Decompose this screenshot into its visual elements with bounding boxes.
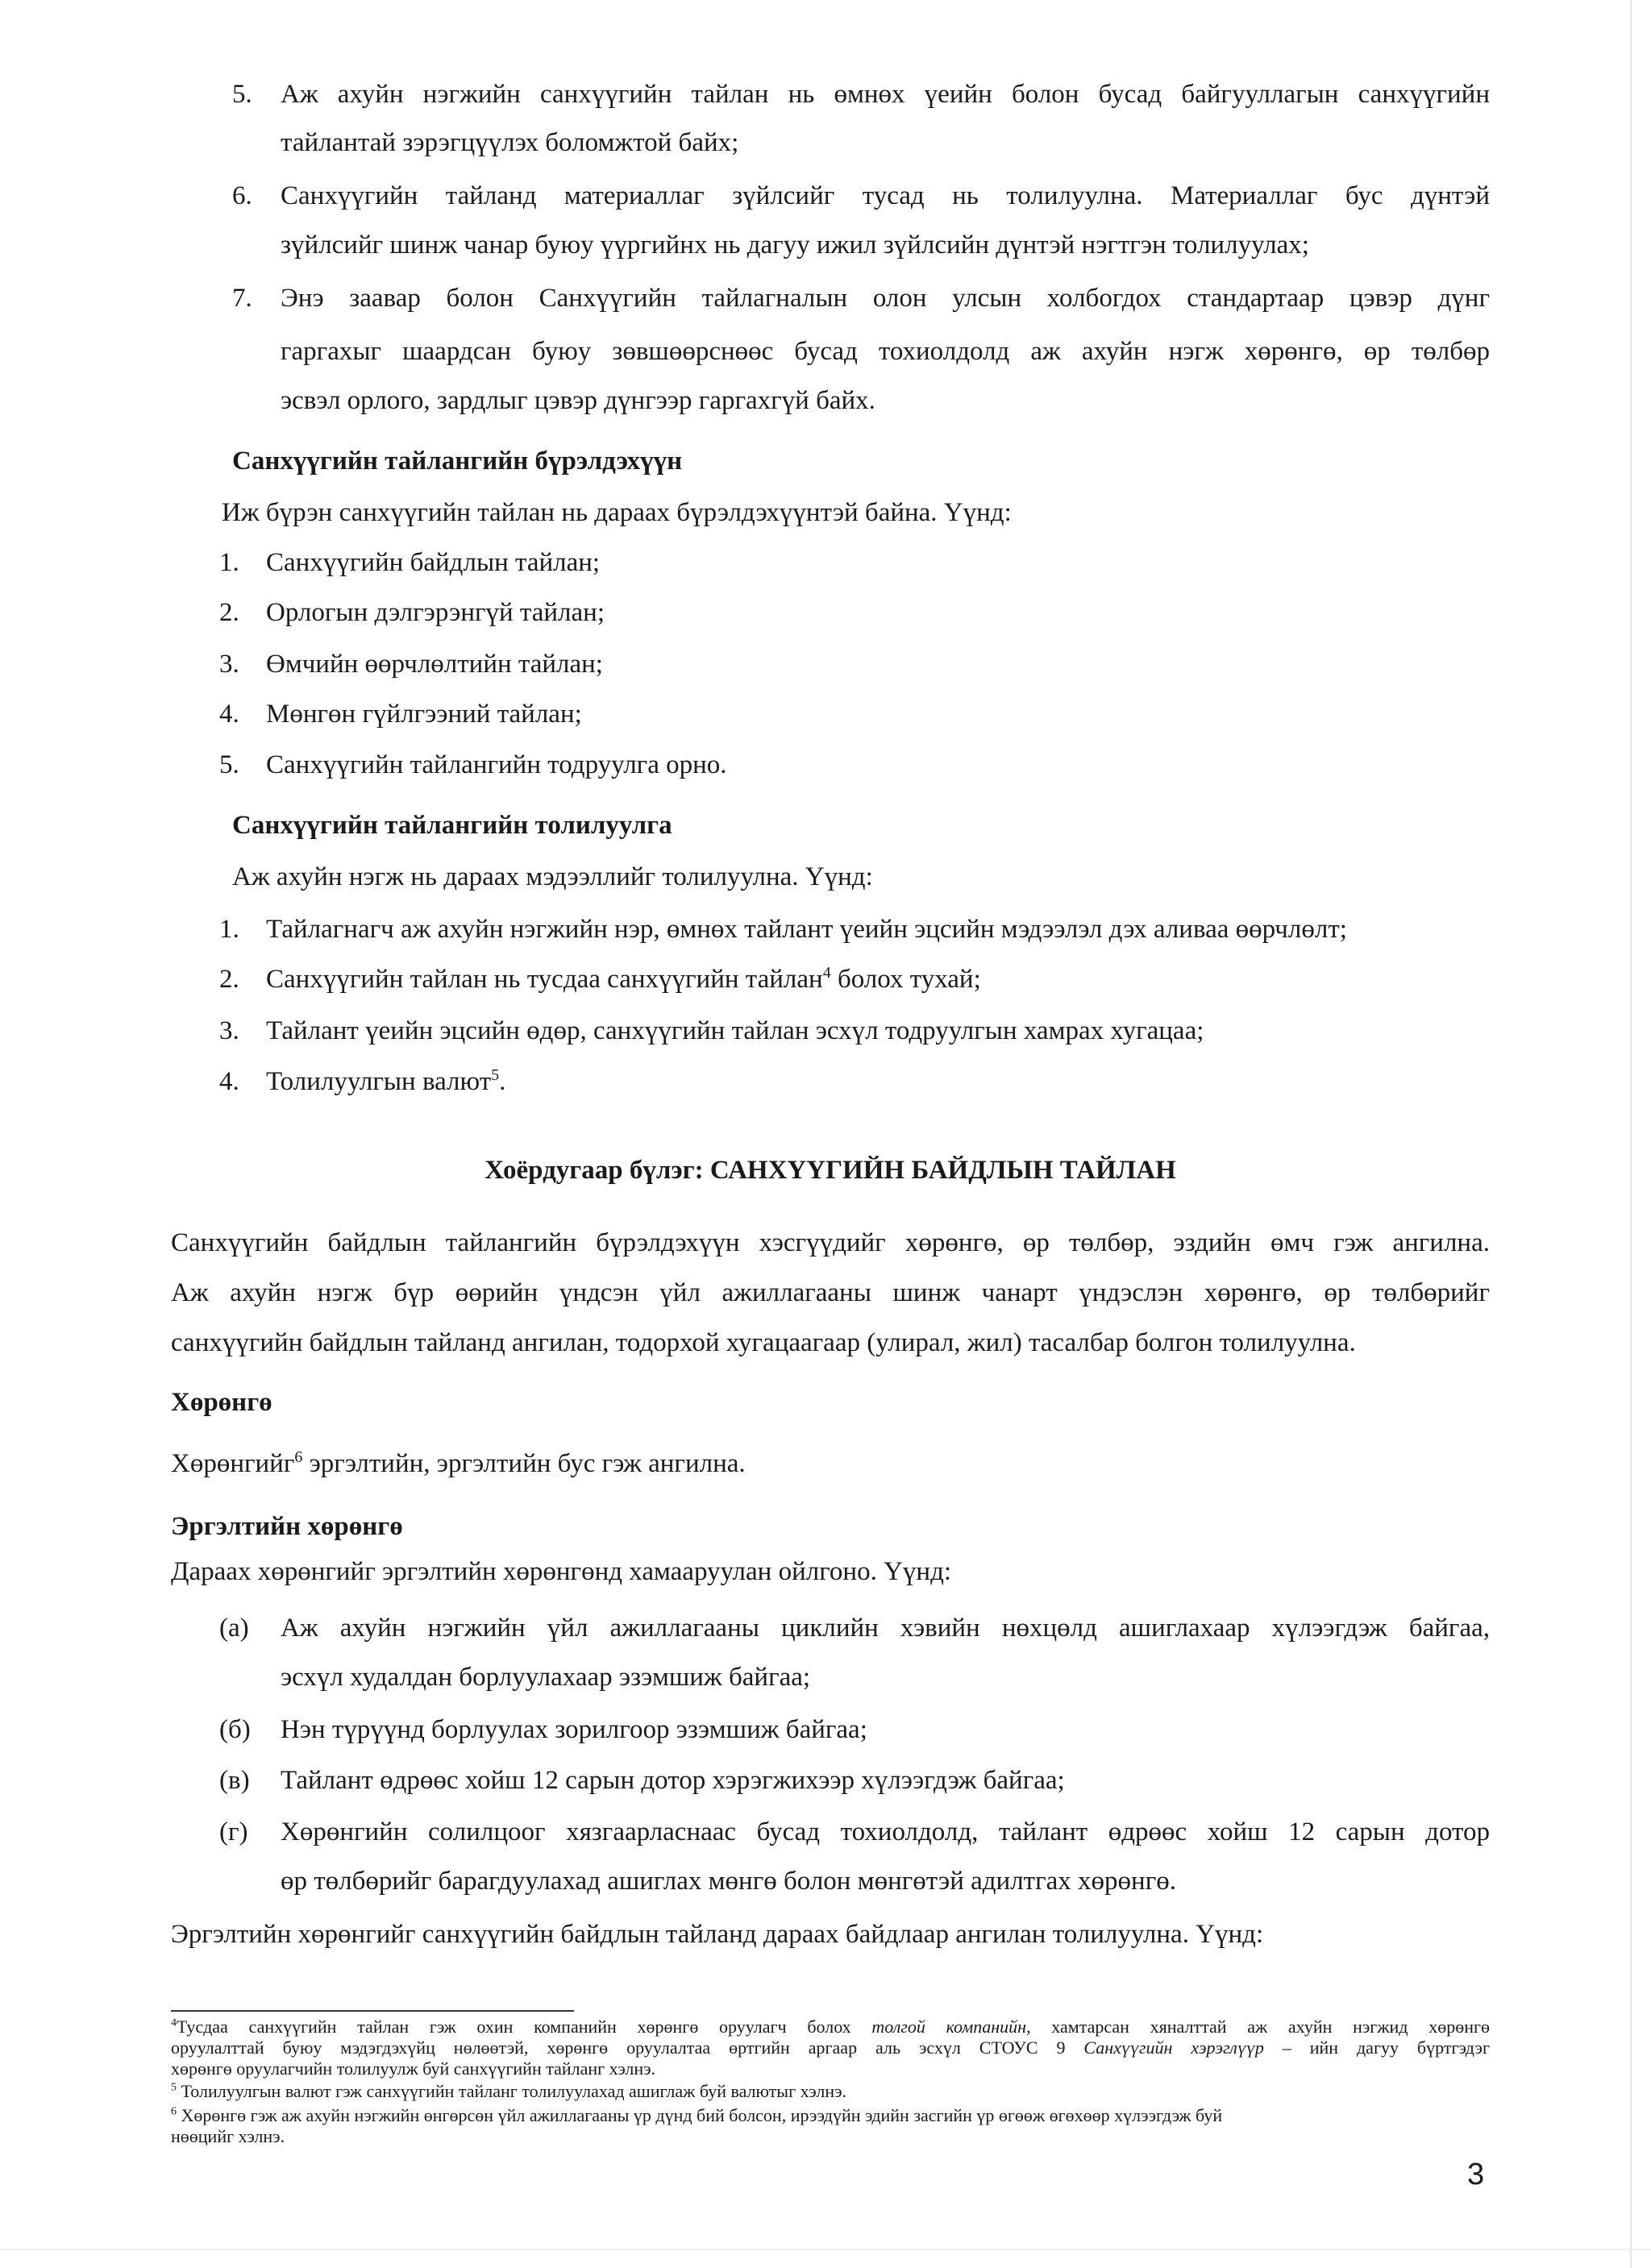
list-item: Санхүүгийн тайлангийн тодруулга орно. xyxy=(266,750,727,779)
section-heading: Санхүүгийн тайлангийн толилуулга xyxy=(232,811,672,840)
chapter-paragraph-line: Аж ахуйн нэгж бүр өөрийн үндсэн үйл ажиллагааны шинж чанарт үндэслэн хөрөнгө, өр төлбөрийг xyxy=(171,1278,1490,1307)
principle-text: Энэ заавар болон Санхүүгийн тайлагналын олон улсын холбогдох стандартаар цэвэр дүнг xyxy=(281,284,1490,313)
list-item: Тайлант өдрөөс хойш 12 сарын дотор хэрэгжихээр хүлээгдэж байгаа; xyxy=(281,1766,1065,1795)
list-item-text-after: болох тухай; xyxy=(830,965,981,994)
list-number: 2. xyxy=(219,598,239,627)
footnote-rule xyxy=(171,2010,574,2012)
list-item-text-after: . xyxy=(499,1067,506,1096)
principle-number: 7. xyxy=(232,284,252,313)
principle-number: 6. xyxy=(232,181,252,210)
page-number: 3 xyxy=(1467,2158,1485,2191)
list-item: Өмчийн өөрчлөлтийн тайлан; xyxy=(266,650,603,679)
principle-text: эсвэл орлого, зардлыг цэвэр дүнгээр гаргахгүй байх. xyxy=(281,386,875,415)
scan-bottom-line xyxy=(0,2249,1651,2250)
closing-sentence: Эргэлтийн хөрөнгийг санхүүгийн байдлын тайланд дараах байдлаар ангилан толилуулна. Үүнд: xyxy=(171,1920,1264,1949)
list-item xyxy=(266,963,981,995)
footnote-4-line xyxy=(171,2017,1490,2037)
list-item: өр төлбөрийг барагдуулахад ашиглах мөнгө болон мөнгөтэй адилтгах хөрөнгө. xyxy=(281,1867,1176,1896)
list-label: (б) xyxy=(219,1715,251,1744)
footnote-text: Тусдаа санхүүгийн тайлан гэж охин компанийн хөрөнгө оруулагч болох xyxy=(177,2017,872,2037)
principle-number: 5. xyxy=(232,80,252,109)
list-number: 3. xyxy=(219,650,239,679)
chapter-paragraph-line: санхүүгийн байдлын тайланд ангилан, тодорхой хугацаагаар (улирал, жил) тасалбар болгон толилуулна. xyxy=(171,1328,1356,1357)
list-item-text: Санхүүгийн тайлан нь тусдаа санхүүгийн тайлан xyxy=(266,965,823,994)
footnote-4-line xyxy=(171,2037,1490,2058)
assets-text-start: Хөрөнгийг xyxy=(171,1449,295,1478)
footnote-marker: 5 xyxy=(171,2081,177,2094)
list-item xyxy=(266,1065,505,1098)
principle-text: Аж ахуйн нэгжийн санхүүгийн тайлан нь өмнөх үеийн болон бусад байгууллагын санхүүгийн xyxy=(281,80,1490,109)
section-heading: Санхүүгийн тайлангийн бүрэлдэхүүн xyxy=(232,447,683,476)
principle-text: гаргахыг шаардсан буюу зөвшөөрснөөс бусад тохиолдолд аж ахуйн нэгж хөрөнгө, өр төлбөр xyxy=(281,337,1490,366)
list-number: 2. xyxy=(219,965,239,994)
section-intro: Дараах хөрөнгийг эргэлтийн хөрөнгөнд хамааруулан ойлгоно. Үүнд: xyxy=(171,1557,952,1586)
footnote-text: Хөрөнгө гэж аж ахуйн нэгжийн өнгөрсөн үйл ажиллагааны үр дүнд бий болсон, ирээдүйн эдийн засгийн үр өгөөж өгөхөөр хүлээгдэж буй xyxy=(177,2105,1223,2125)
footnote-text: оруулалттай буюу мэдэгдэхүйц нөлөөтэй, хөрөнгө оруулалтаа өртгийн аргаар аль эсхүл СТОУС 9 xyxy=(171,2037,1084,2058)
assets-text xyxy=(171,1448,746,1480)
assets-text-after: эргэлтийн, эргэлтийн бус гэж ангилна. xyxy=(302,1449,746,1478)
footnote-ref: 6 xyxy=(294,1448,303,1466)
list-item: Аж ахуйн нэгжийн үйл ажиллагааны циклийн хэвийн нөхцөлд ашиглахаар хүлээгдэж байгаа, xyxy=(281,1614,1490,1643)
principle-text: тайлантай зэрэгцүүлэх боломжтой байх; xyxy=(281,128,739,157)
section-intro: Иж бүрэн санхүүгийн тайлан нь дараах бүрэлдэхүүнтэй байна. Үүнд: xyxy=(222,498,1012,527)
list-label: (г) xyxy=(219,1817,248,1846)
principle-text: Санхүүгийн тайланд материаллаг зүйлсийг тусад нь толилуулна. Материаллаг бус дүнтэй xyxy=(281,181,1490,210)
footnote-ref: 4 xyxy=(822,964,831,982)
footnote-4-line: хөрөнгө оруулагчийн толилуулж буй санхүүгийн тайланг хэлнэ. xyxy=(171,2058,656,2079)
list-number: 3. xyxy=(219,1016,239,1045)
list-number: 5. xyxy=(219,750,239,779)
list-item-text: Толилуулгын валют xyxy=(266,1067,492,1096)
footnote-marker: 4 xyxy=(171,2017,177,2029)
list-item: Хөрөнгийн солилцоог хязгаарласнаас бусад тохиолдолд, тайлант өдрөөс хойш 12 сарын дотор xyxy=(281,1817,1490,1846)
footnote-italic: Санхүүгийн хэрэглүүр xyxy=(1083,2037,1264,2058)
list-number: 4. xyxy=(219,700,239,729)
section-heading: Эргэлтийн хөрөнгө xyxy=(171,1512,403,1541)
footnote-text: Толилуулгын валют гэж санхүүгийн тайланг толилуулахад ашиглаж буй валютыг хэлнэ. xyxy=(177,2081,847,2101)
list-item: эсхүл худалдан борлуулахаар эзэмшиж байгаа; xyxy=(281,1663,811,1692)
footnote-6-line xyxy=(171,2105,1222,2126)
list-item: Тайлагнагч аж ахуйн нэгжийн нэр, өмнөх тайлант үеийн эцсийн мэдээлэл дэх аливаа өөрчлөлт; xyxy=(266,915,1347,944)
list-item: Мөнгөн гүйлгээний тайлан; xyxy=(266,700,582,729)
section-intro: Аж ахуйн нэгж нь дараах мэдээллийг толилуулна. Үүнд: xyxy=(232,862,873,891)
list-item: Санхүүгийн байдлын тайлан; xyxy=(266,548,601,577)
list-item: Тайлант үеийн эцсийн өдөр, санхүүгийн тайлан эсхүл тодруулгын хамрах хугацаа; xyxy=(266,1016,1204,1045)
list-label: (а) xyxy=(219,1614,249,1643)
section-heading: Хөрөнгө xyxy=(171,1388,272,1417)
footnote-marker: 6 xyxy=(171,2105,177,2118)
footnote-6-line: нөөцийг хэлнэ. xyxy=(171,2126,285,2146)
footnote-italic: толгой компанийн xyxy=(871,2017,1027,2037)
list-number: 4. xyxy=(219,1067,239,1096)
list-number: 1. xyxy=(219,548,239,577)
footnote-text: – ийн дагуу бүртгэдэг xyxy=(1263,2037,1490,2058)
chapter-title: Хоёрдугаар бүлэг: САНХҮҮГИЙН БАЙДЛЫН ТАЙЛАН xyxy=(484,1156,1176,1185)
list-number: 1. xyxy=(219,915,239,944)
footnote-5 xyxy=(171,2081,846,2102)
principle-text: зүйлсийг шинж чанар буюу үүргийнх нь дагуу ижил зүйлсийн дүнтэй нэгтгэн толилуулах; xyxy=(281,231,1309,260)
list-label: (в) xyxy=(219,1766,250,1795)
list-item: Орлогын дэлгэрэнгүй тайлан; xyxy=(266,598,605,627)
footnote-ref: 5 xyxy=(491,1066,500,1084)
chapter-paragraph-line: Санхүүгийн байдлын тайлангийн бүрэлдэхүүн хэсгүүдийг хөрөнгө, өр төлбөр, эздийн өмч гэж ангилна. xyxy=(171,1228,1490,1257)
list-item: Нэн түрүүнд борлуулах зорилгоор эзэмшиж байгаа; xyxy=(281,1715,867,1744)
footnote-text: , хамтарсан хяналттай аж ахуйн нэгжид хөрөнгө xyxy=(1026,2017,1490,2037)
scan-edge-line xyxy=(1630,0,1632,2268)
